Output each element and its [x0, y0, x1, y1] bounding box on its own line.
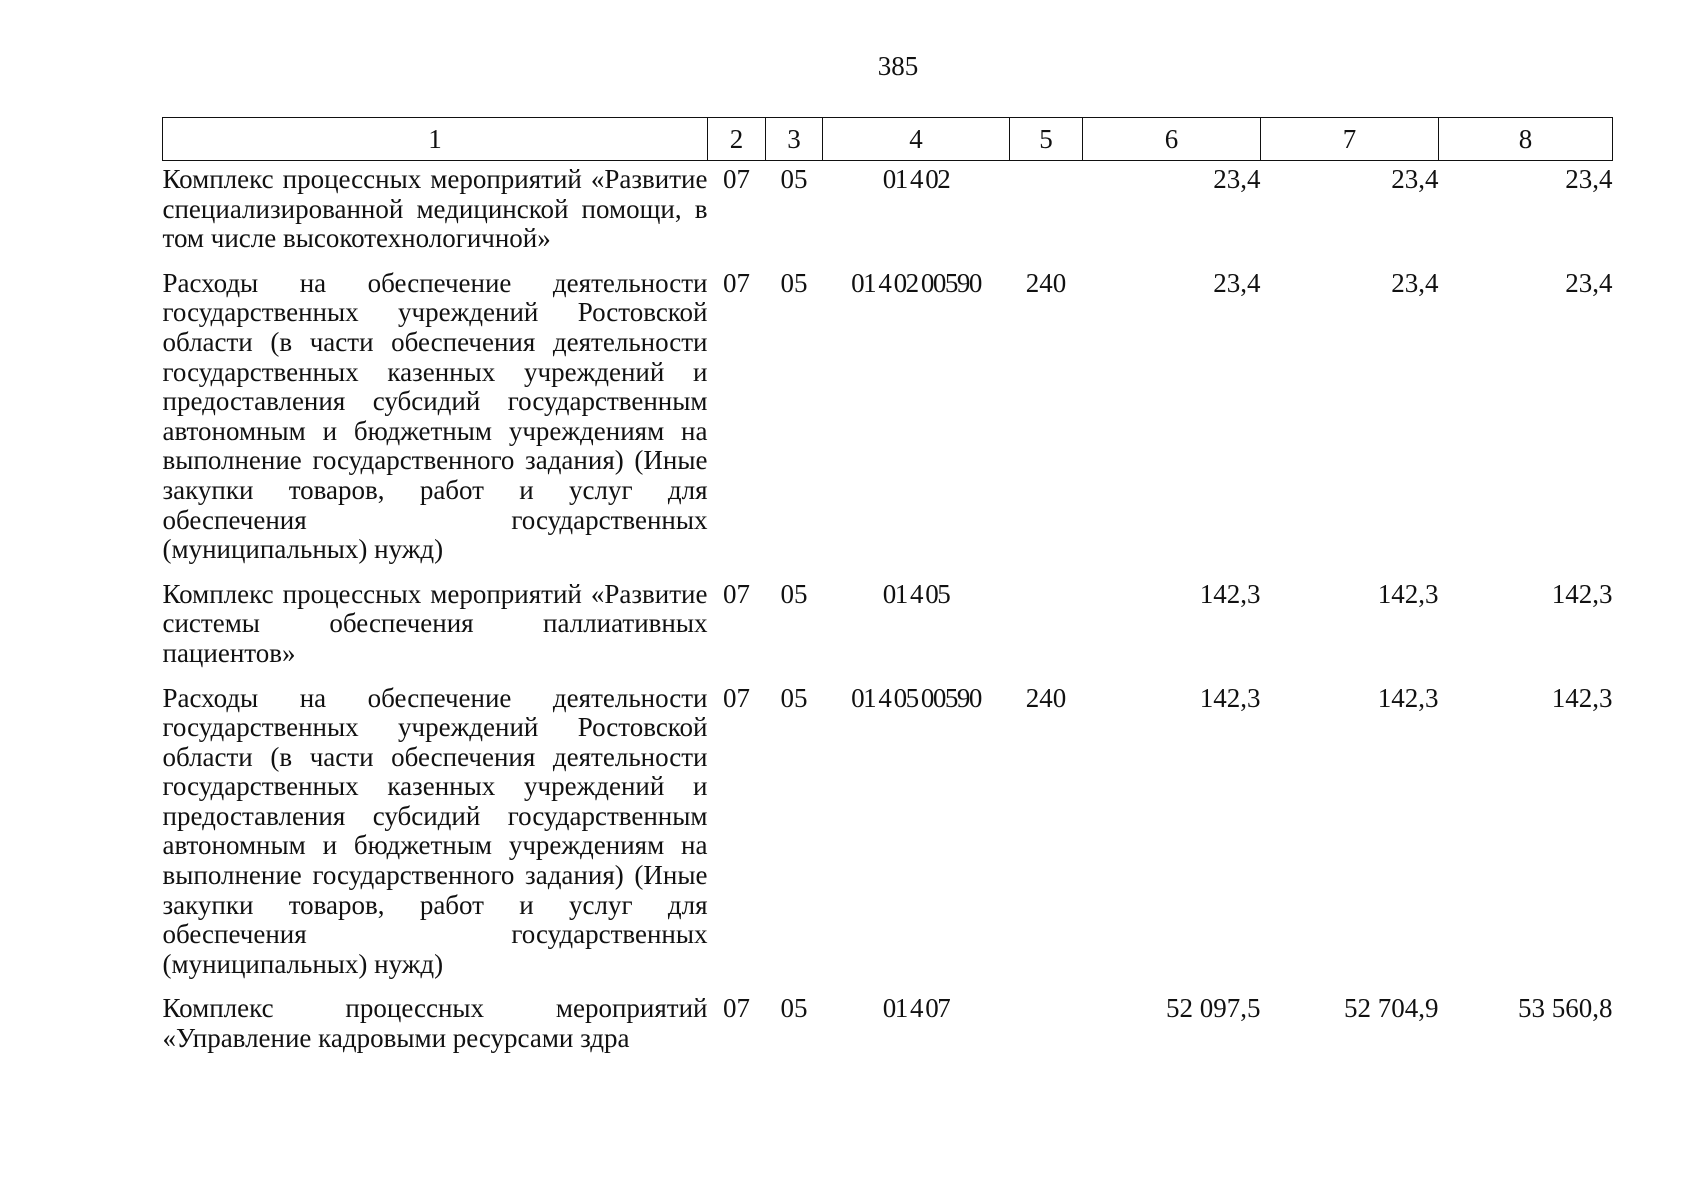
- table-row: [163, 576, 1613, 680]
- row-expense-type: [1010, 576, 1083, 680]
- row-amount-1: 142,3: [1199, 578, 1261, 609]
- table-row: [163, 990, 1613, 1053]
- row-razdel: 07: [723, 682, 750, 713]
- column-header-1: 1: [163, 118, 708, 161]
- row-amount-3: 53 560,8: [1518, 993, 1613, 1024]
- row-amount-2: 142,3: [1377, 682, 1439, 713]
- row-name: Расходы на обеспечение деятельности государственных учреждений Ростовской области (в части обеспечения деятельности государственных казенных учреждений и предоставления субсидий государственным автономным и бюджетным учреждениям на выполнение государственного задания) (Иные закупки товаров, работ и услуг для обеспечения государственных (муниципальных) нужд): [162, 682, 708, 979]
- row-expense-type: 240: [1025, 682, 1067, 713]
- row-expense-type: [1010, 990, 1083, 1053]
- row-amount-2: 23,4: [1391, 267, 1439, 298]
- column-header-3: 3: [766, 118, 823, 161]
- row-amount-2: 52 704,9: [1344, 993, 1439, 1024]
- row-amount-1: 142,3: [1199, 682, 1261, 713]
- row-podrazdel: 05: [780, 267, 808, 298]
- row-razdel: 07: [723, 578, 750, 609]
- row-amount-3: 142,3: [1551, 682, 1613, 713]
- row-razdel: 07: [723, 164, 750, 194]
- row-target-article: 01 4 07: [882, 993, 950, 1024]
- row-amount-1: 52 097,5: [1166, 993, 1261, 1024]
- budget-table: [162, 117, 1613, 1054]
- page-number: 385: [877, 51, 919, 81]
- row-name: Комплекс процессных мероприятий «Управление кадровыми ресурсами здра: [162, 993, 708, 1054]
- row-amount-1: 23,4: [1213, 267, 1261, 298]
- column-header-7: 7: [1261, 118, 1439, 161]
- row-amount-3: 142,3: [1551, 578, 1613, 609]
- row-amount-1: 23,4: [1213, 164, 1261, 194]
- row-target-article: 01 4 05: [882, 578, 950, 609]
- table-row: [163, 161, 1613, 265]
- row-expense-type: [1010, 161, 1083, 265]
- column-header-5: 5: [1010, 118, 1083, 161]
- row-name: Расходы на обеспечение деятельности государственных учреждений Ростовской области (в части обеспечения деятельности государственных казенных учреждений и предоставления субсидий государственным автономным и бюджетным учреждениям на выполнение государственного задания) (Иные закупки товаров, работ и услуг для обеспечения государственных (муниципальных) нужд): [162, 267, 708, 565]
- row-podrazdel: 05: [780, 578, 808, 609]
- table-row: [163, 680, 1613, 991]
- row-target-article: 01 4 02 00590: [851, 267, 981, 298]
- table-row: [163, 265, 1613, 576]
- row-name: Комплекс процессных мероприятий «Развитие системы обеспечения паллиативных пациентов»: [162, 578, 708, 668]
- row-podrazdel: 05: [780, 993, 808, 1024]
- column-header-8: 8: [1439, 118, 1613, 161]
- row-amount-2: 142,3: [1377, 578, 1439, 609]
- row-podrazdel: 05: [780, 164, 808, 194]
- row-amount-3: 23,4: [1565, 164, 1613, 194]
- row-target-article: 01 4 02: [882, 164, 950, 194]
- row-target-article: 01 4 05 00590: [851, 682, 981, 713]
- row-podrazdel: 05: [780, 682, 808, 713]
- column-header-4: 4: [823, 118, 1010, 161]
- row-name: Комплекс процессных мероприятий «Развитие специализированной медицинской помощи, в том числе высокотехнологичной»: [162, 164, 708, 254]
- column-header-6: 6: [1083, 118, 1261, 161]
- row-amount-2: 23,4: [1391, 164, 1439, 194]
- row-razdel: 07: [723, 993, 750, 1024]
- column-header-2: 2: [708, 118, 766, 161]
- row-amount-3: 23,4: [1565, 267, 1613, 298]
- header-row: [163, 118, 1613, 161]
- row-expense-type: 240: [1025, 267, 1067, 298]
- row-razdel: 07: [723, 267, 750, 298]
